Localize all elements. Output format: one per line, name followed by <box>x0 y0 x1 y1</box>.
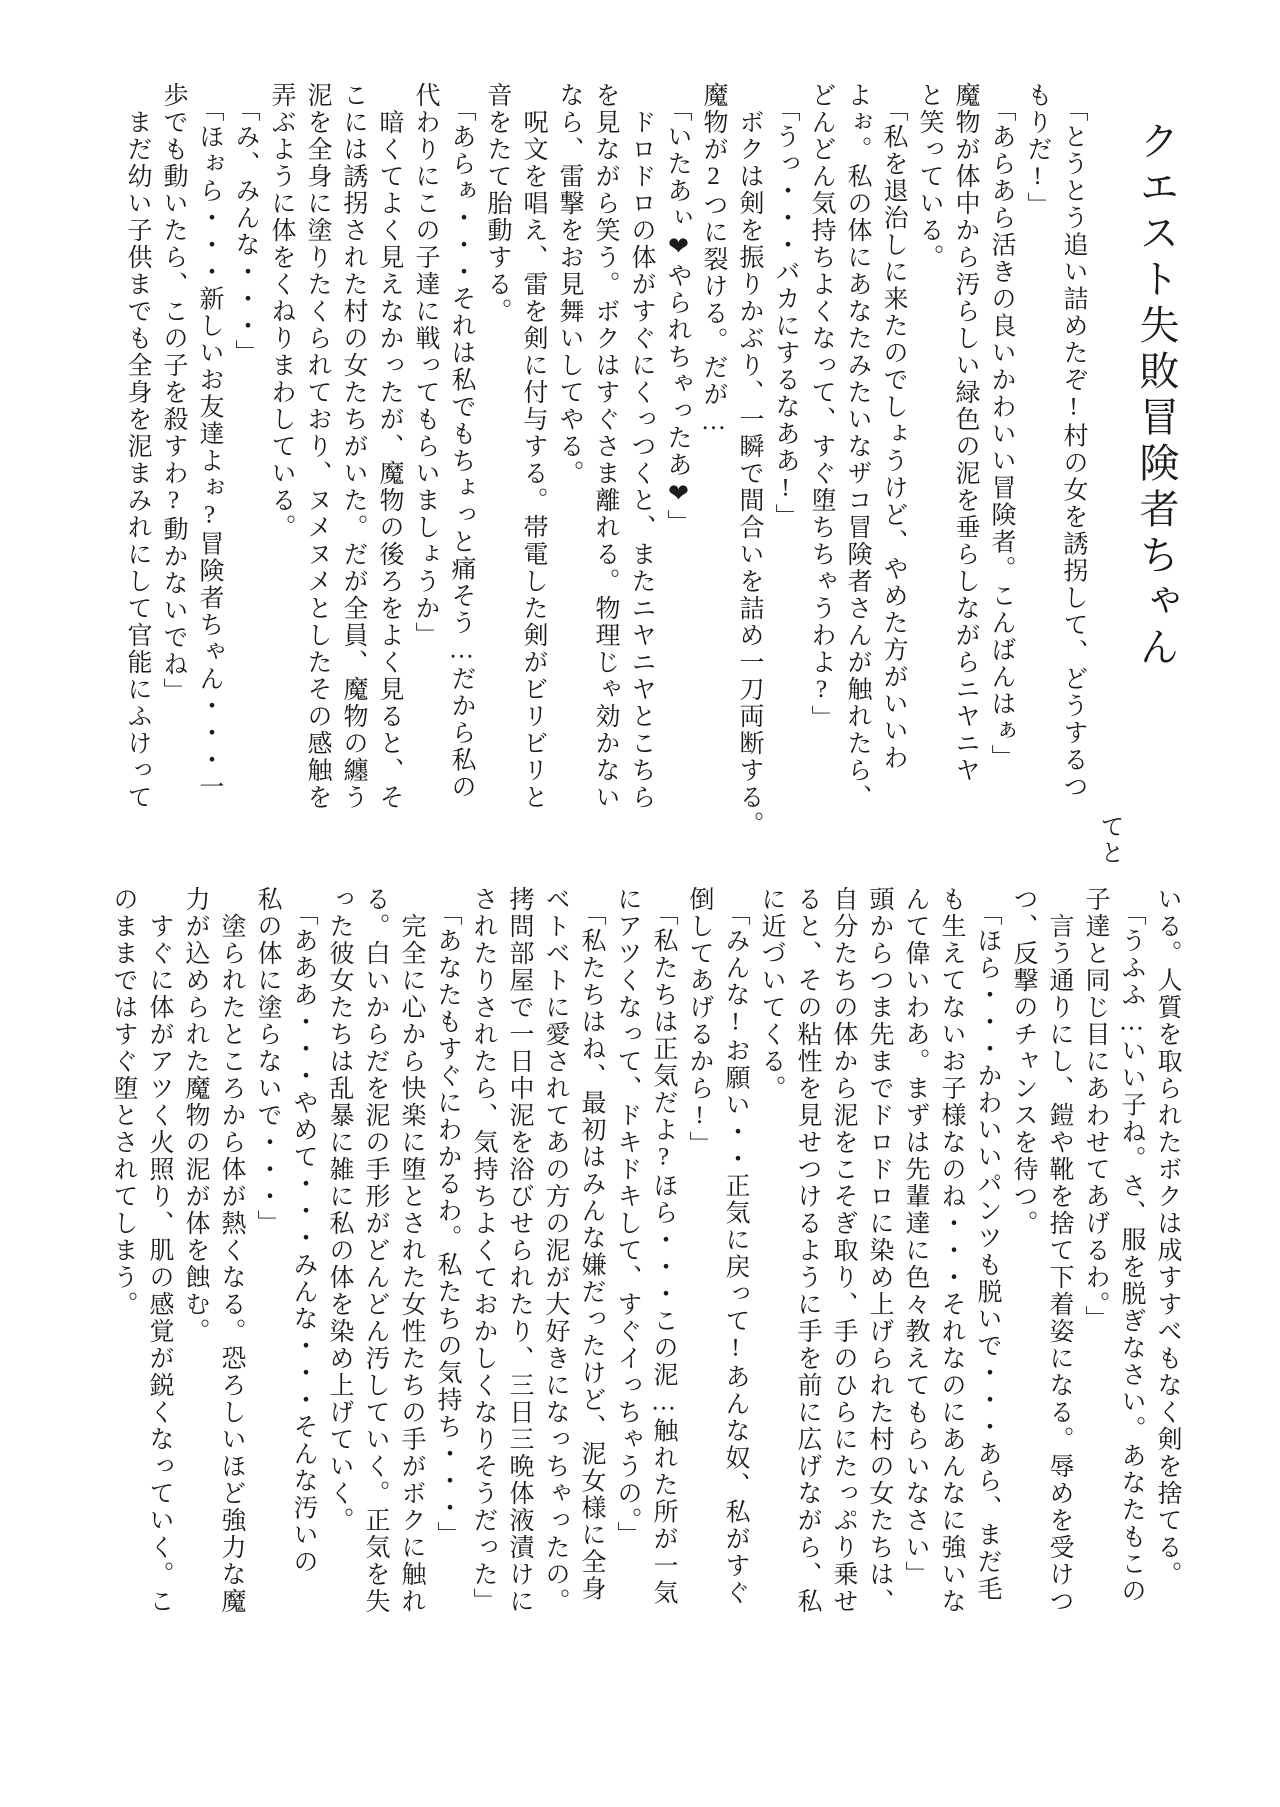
text-line: 力が込められた魔物の泥が体を蝕む。 <box>182 886 209 1345</box>
text-line: のままではすぐ堕とされてしまう。 <box>110 886 137 1318</box>
text-line: されたりされたら、気持ちよくておかしくなりそうだった」 <box>470 886 497 1615</box>
text-line: と笑っている。 <box>916 82 943 271</box>
bottom-text-block <box>105 886 1185 1682</box>
text-line: 拷問部屋で一日中泥を浴びせられたり、三日三晩体液漬けに <box>506 886 533 1615</box>
text-line: 呪文を唱え、雷を剣に付与する。帯電した剣がビリビリと <box>520 82 547 811</box>
text-line: 魔物が2つに裂ける。だが… <box>700 82 727 437</box>
text-line: に近づいてくる。 <box>758 886 785 1102</box>
text-line: 自分たちの体から泥をこそぎ取り、手のひらにたっぷり乗せ <box>830 886 857 1615</box>
text-line: 「みんな!お願い・・正気に戻って!あんな奴、私がすぐ <box>722 886 749 1607</box>
text-line: ボクは剣を振りかぶり、一瞬で間合いを詰め一刀両断する。 <box>736 82 763 838</box>
text-line: ベトベトに愛されてあの方の泥が大好きになっちゃったの。 <box>542 886 569 1615</box>
text-line: もりだ!」 <box>1024 82 1051 219</box>
text-line: 頭からつま先までドロドロに染め上げられた村の女たちは、 <box>866 886 893 1615</box>
page-title: クエスト失敗冒険者ちゃん <box>1134 120 1179 672</box>
text-line: 「うふふ…いい子ね。さ、服を脱ぎなさい。あなたもこの <box>1118 886 1145 1605</box>
text-line: 「とうとう追い詰めたぞ!村の女を誘拐して、どうするつ <box>1060 82 1087 801</box>
text-line: を見ながら笑う。ボクはすぐさま離れる。物理じゃ効かない <box>592 82 619 811</box>
text-line: 子達と同じ目にあわせてあげるわ。」 <box>1082 886 1109 1333</box>
text-line: 「私たちは正気だよ?ほら・・・この泥…触れた所が一気 <box>650 886 677 1607</box>
text-line: 「ほぉら・・・新しいお友達よぉ?冒険者ちゃん・・・一 <box>196 82 223 801</box>
text-line: 暗くてよく見えなかったが、魔物の後ろをよく見ると、そ <box>376 82 403 811</box>
text-line: ドロドロの体がすぐにくっつくと、またニヤニヤとこちら <box>628 82 655 811</box>
text-line: どんどん気持ちよくなって、すぐ堕ちちゃうわよ?」 <box>808 82 835 732</box>
text-line: にアツくなって、ドキドキして、すぐイっちゃうの。」 <box>614 886 641 1549</box>
text-line: 言う通りにし、鎧や靴を捨て下着姿になる。辱めを受けつ <box>1046 886 1073 1615</box>
text-line: こには誘拐された村の女たちがいた。だが全員、魔物の纏う <box>340 82 367 811</box>
text-line: 魔物が体中から汚らしい緑色の泥を垂らしながらニヤニヤ <box>952 82 979 784</box>
text-line: つ、反撃のチャンスを待つ。 <box>1010 886 1037 1237</box>
text-line: まだ幼い子供までも全身を泥まみれにして官能にふけって <box>124 82 151 811</box>
text-line: 私の体に塗らないで・・・」 <box>254 886 281 1237</box>
text-line: 弄ぶように体をくねりまわしている。 <box>268 82 295 541</box>
text-line: 塗られたところから体が熱くなる。恐ろしいほど強力な魔 <box>218 886 245 1615</box>
text-line: 代わりにこの子達に戦ってもらいましょうか」 <box>412 82 439 649</box>
text-line: いる。人質を取られたボクは成すすべもなく剣を捨てる。 <box>1154 886 1181 1588</box>
text-line: 「いたあぃ❤やられちゃったあ❤」 <box>664 82 691 537</box>
text-line: 「あなたもすぐにわかるわ。私たちの気持ち・・・」 <box>434 886 461 1549</box>
text-line: よぉ。私の体にあなたみたいなザコ冒険者さんが触れたら、 <box>844 82 871 811</box>
text-line: る。白いからだを泥の手形がどんどん汚していく。正気を失 <box>362 886 389 1615</box>
text-line: 泥を全身に塗りたくられており、ヌメヌメとしたその感触を <box>304 82 331 811</box>
text-line: 「あらぁ・・・それは私でもちょっと痛そう…だから私の <box>448 82 475 801</box>
text-line: 「あらあら活きの良いかわいい冒険者。こんばんはぁ」 <box>988 82 1015 772</box>
text-line: ると、その粘性を見せつけるように手を前に広げながら、私 <box>794 886 821 1615</box>
text-line: 「み、みんな・・・」 <box>232 82 259 367</box>
text-line: 倒してあげるから!」 <box>686 886 713 1158</box>
text-line: 「ほら・・・かわいいパンツも脱いで・・・あら、まだ毛 <box>974 886 1001 1603</box>
text-line: 「うっ・・・バカにするなああ!」 <box>772 82 799 531</box>
text-line: 音をたて胎動する。 <box>484 82 511 325</box>
text-line: んて偉いわあ。まずは先輩達に色々教えてもらいなさい」 <box>902 886 929 1588</box>
top-text-block <box>119 82 1185 866</box>
text-line: 「私を退治しに来たのでしょうけど、やめた方がいいわ <box>880 82 907 772</box>
text-line: った彼女たちは乱暴に雑に私の体を染め上げていく。 <box>326 886 353 1534</box>
text-line: すぐに体がアツく火照り、肌の感覚が鋭くなっていく。こ <box>146 886 173 1615</box>
text-line: 完全に心から快楽に堕とされた女性たちの手がボクに触れ <box>398 886 425 1615</box>
text-line: 「あああ・・・やめて・・・みんな・・・そんな汚いの <box>290 886 317 1576</box>
text-line: 「私たちはね、最初はみんな嫌だったけど、泥女様に全身 <box>578 886 605 1603</box>
text-line: なら、雷撃をお見舞いしてやる。 <box>556 82 583 487</box>
text-line: も生えてないお子様なのね・・・それなのにあんなに強いな <box>938 886 965 1615</box>
text-line: 歩でも動いたら、この子を殺すわ?動かないでね」 <box>160 82 187 705</box>
author-name: てと <box>1096 814 1122 866</box>
